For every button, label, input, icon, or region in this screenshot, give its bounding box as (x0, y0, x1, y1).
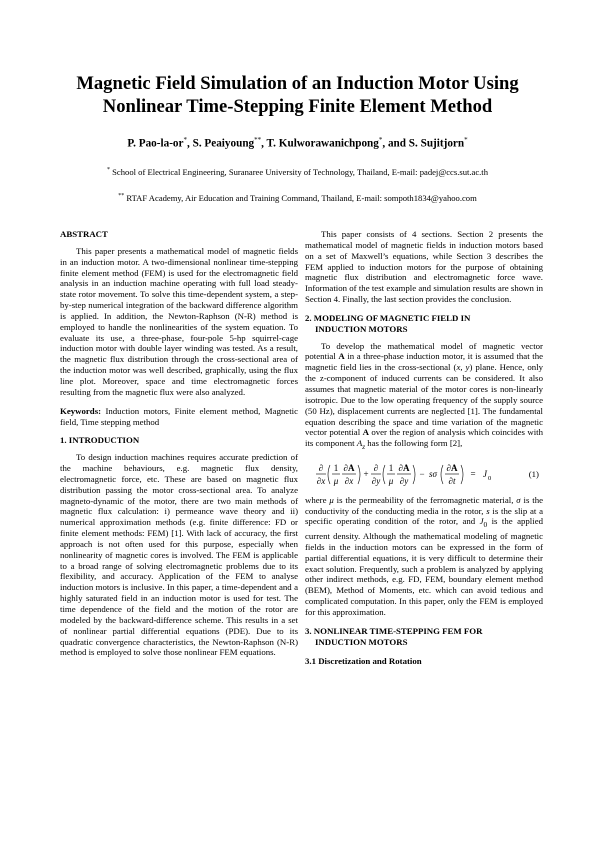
svg-text:∂: ∂ (373, 462, 379, 473)
text-run: is the applied current density. Although the mathematical modeling of magnetic fields in the induction motors can be expressed in the form of partial differential equations, it is very difficult to determine their exact solution. Frequently, such a problem is analyzed by applying other indirect methods, e.g. FD, FEM, boundary element method (BEM), Method of Moments, etc. which can avoid tedious and complicated computation. In this paper, only the FEM is employed for this approximation. (305, 516, 543, 617)
keywords-label: Keywords: (60, 405, 102, 416)
current-density-subscript: 0 (483, 520, 488, 530)
svg-text:∂x: ∂x (344, 475, 354, 486)
permeability-symbol: μ (329, 494, 334, 505)
abstract-heading: ABSTRACT (60, 229, 108, 239)
text-run: ) plane. Hence, only the z-component of induced currents can be considered. It also assumes that magnetic material of the motor cores is non-linearly isotropic. Due to the low operating frequency of the supply source (50 Hz), displacement currents are neglected [1]. The fundamental equation describing the space and time variation of the magnetic vector potential (305, 362, 543, 438)
equation-number: (1) (528, 468, 539, 479)
svg-text:=: = (470, 468, 476, 479)
abstract-body: This paper presents a mathematical model of magnetic fields in an induction motor. A two-dimensional nonlinear time-stepping finite element method (FEM) is used for the electromagnetic field analysis in an induction machine operating with full load steady-state rotor movement. To solve this time-dependent system, a step-by-step numerical integration of the backward difference algorithm is applied. In addition, the Newton-Raphson (N-R) method is employed to handle the nonlinearities of the system equation. To evaluate its use, a three-phase, four-pole 5-hp squirrel-cage induction motor with double layer winding was tested. As a result, the magnetic flux distribution through the cross-sectional area of the induction motor was well described, graphically, using the flux line plot. Moreover, space and time electromagnetic forces resulting from the magnetic flux were also analyzed. (60, 245, 298, 397)
svg-text:∂A: ∂A (343, 462, 355, 473)
keywords-text: Induction motors, Finite element method, Magnetic field, Time stepping method (60, 405, 298, 427)
section2-heading-line-2: INDUCTION MOTORS (315, 323, 408, 334)
left-column (60, 229, 298, 658)
svg-text:0: 0 (488, 474, 492, 482)
author-3-mark: * (378, 136, 383, 144)
section2-paragraph-2 (305, 495, 543, 618)
svg-text:J: J (483, 468, 487, 479)
affiliation-2-mark: ** (118, 193, 125, 200)
vector-potential-symbol: A (338, 351, 345, 362)
svg-text:+: + (363, 468, 369, 479)
slip-symbol: s (486, 505, 490, 516)
text-run: is the permeability of the ferromagnetic material, (333, 494, 517, 505)
svg-text:∂: ∂ (318, 462, 324, 473)
svg-text:∂x: ∂x (316, 475, 326, 486)
current-density-symbol: J (479, 516, 484, 527)
svg-text:1: 1 (333, 462, 339, 473)
equation-1-formula (315, 461, 520, 489)
keywords (60, 406, 298, 428)
svg-text:1: 1 (388, 462, 394, 473)
vector-potential-symbol: A (362, 427, 369, 438)
equation-1 (305, 461, 543, 489)
author-list (40, 136, 555, 150)
author-2: S. Peaiyoung (192, 137, 255, 150)
affiliation-1 (40, 167, 555, 177)
svg-text:sσ: sσ (429, 468, 437, 479)
text-run: To develop the mathematical model of magnetic vector potential (305, 340, 543, 362)
component-symbol: A (356, 438, 363, 449)
outline-paragraph: This paper consists of 4 sections. Section 2 presents the mathematical model of magnetic fields in induction motors based on a set of Maxwell’s equations, while Section 3 describes the FEM applied to induction motors for the purpose of obtaining magnetic flux distribution and electromagnetic force wave. Information of the test example and simulation results are shown in Section 4. Finally, the last section provides the conclusion. (305, 229, 543, 305)
svg-text:∂y: ∂y (399, 475, 409, 486)
paper-title (40, 72, 555, 118)
text-run: has the following form [2], (365, 438, 463, 449)
affiliation-1-mark: * (106, 167, 110, 174)
author-1-mark: * (183, 136, 187, 144)
author-sep: , (261, 137, 267, 150)
intro-body: To design induction machines requires accurate prediction of the machine behaviours, e.g. magnetic flux density, electromagnetic force, etc. These are based on magnetic flux distribution passing the motor cross-sectional area. To analyze magneto-dynamic of the motor, there are two main methods of magnetic flux calculation: i) permeance wave theory and ii) numerical approximation methods (e.g. finite difference: FD or finite element methods: FEM) [1]. With lack of accuracy, the first approach is not often used for this purpose, especially when nonlinearity of magnetic cores is involved. The FEM is applicable to a broad range of solving electromagnetic problems due to its flexibility, and accuracy. Application of the FEM to analyse induction motors is inclusive. In this paper, a time-dependent and a highly saturated field in an induction motor is used for test. The time dependence of the field and the motion of the rotor are modeled by the backward-difference scheme. This results in a set of nonlinear partial differential equations (PDE). Due to its quadratic convergence characteristics, the Newton-Raphson (N-R) method is employed to solve those nonlinear FEM equations. (60, 452, 298, 658)
svg-text:∂t: ∂t (448, 475, 456, 486)
text-run: is the slip at a specific operating condition of the rotor, and (305, 505, 544, 527)
author-4: S. Sujitjorn (408, 137, 465, 150)
svg-text:∂A: ∂A (398, 462, 410, 473)
text-run: is the conductivity of the conducting media in the rotor, (305, 494, 544, 516)
plane-symbol: x, y (456, 362, 470, 373)
svg-text:μ: μ (333, 475, 339, 486)
section2-heading-line-1: 2. MODELING OF MAGNETIC FIELD IN (305, 312, 471, 323)
section3-heading-line-2: INDUCTION MOTORS (315, 636, 408, 647)
svg-text:∂y: ∂y (371, 475, 381, 486)
intro-heading: 1. INTRODUCTION (60, 435, 140, 446)
section2-paragraph-1 (305, 341, 543, 453)
component-subscript: z (362, 441, 366, 451)
author-sep: , (187, 137, 193, 150)
author-1: P. Pao-la-or (127, 137, 184, 150)
conductivity-symbol: σ (516, 494, 521, 505)
author-3: T. Kulworawanichpong (266, 137, 379, 150)
affiliation-2-text: RTAF Academy, Air Education and Training Command, Thailand, E-mail: sompoth1834@yahoo.com (126, 193, 477, 203)
text-run: over the region of analysis which coincides with its component (305, 427, 543, 449)
title-line-1: Magnetic Field Simulation of an Induction Motor Using (76, 73, 519, 94)
title-line-2: Nonlinear Time-Stepping Finite Element Method (102, 96, 493, 117)
author-and: , and (382, 137, 409, 150)
text-run: where (305, 494, 330, 505)
affiliation-2 (40, 193, 555, 203)
section3-1-heading: 3.1 Discretization and Rotation (305, 655, 422, 666)
text-run: in a three-phase induction motor, it is assumed that the magnetic field lies in the cross-sectional ( (305, 351, 543, 373)
right-column (305, 229, 543, 666)
section3-heading-line-1: 3. NONLINEAR TIME-STEPPING FEM FOR (305, 625, 483, 636)
svg-text:μ: μ (388, 475, 394, 486)
svg-text:−: − (419, 468, 425, 479)
svg-text:∂A: ∂A (446, 462, 458, 473)
affiliation-1-text: School of Electrical Engineering, Suranaree University of Technology, Thailand, E-mail: padej@ccs.sut.ac.th (112, 167, 488, 177)
author-2-mark: ** (254, 136, 262, 144)
author-4-mark: * (464, 136, 468, 144)
